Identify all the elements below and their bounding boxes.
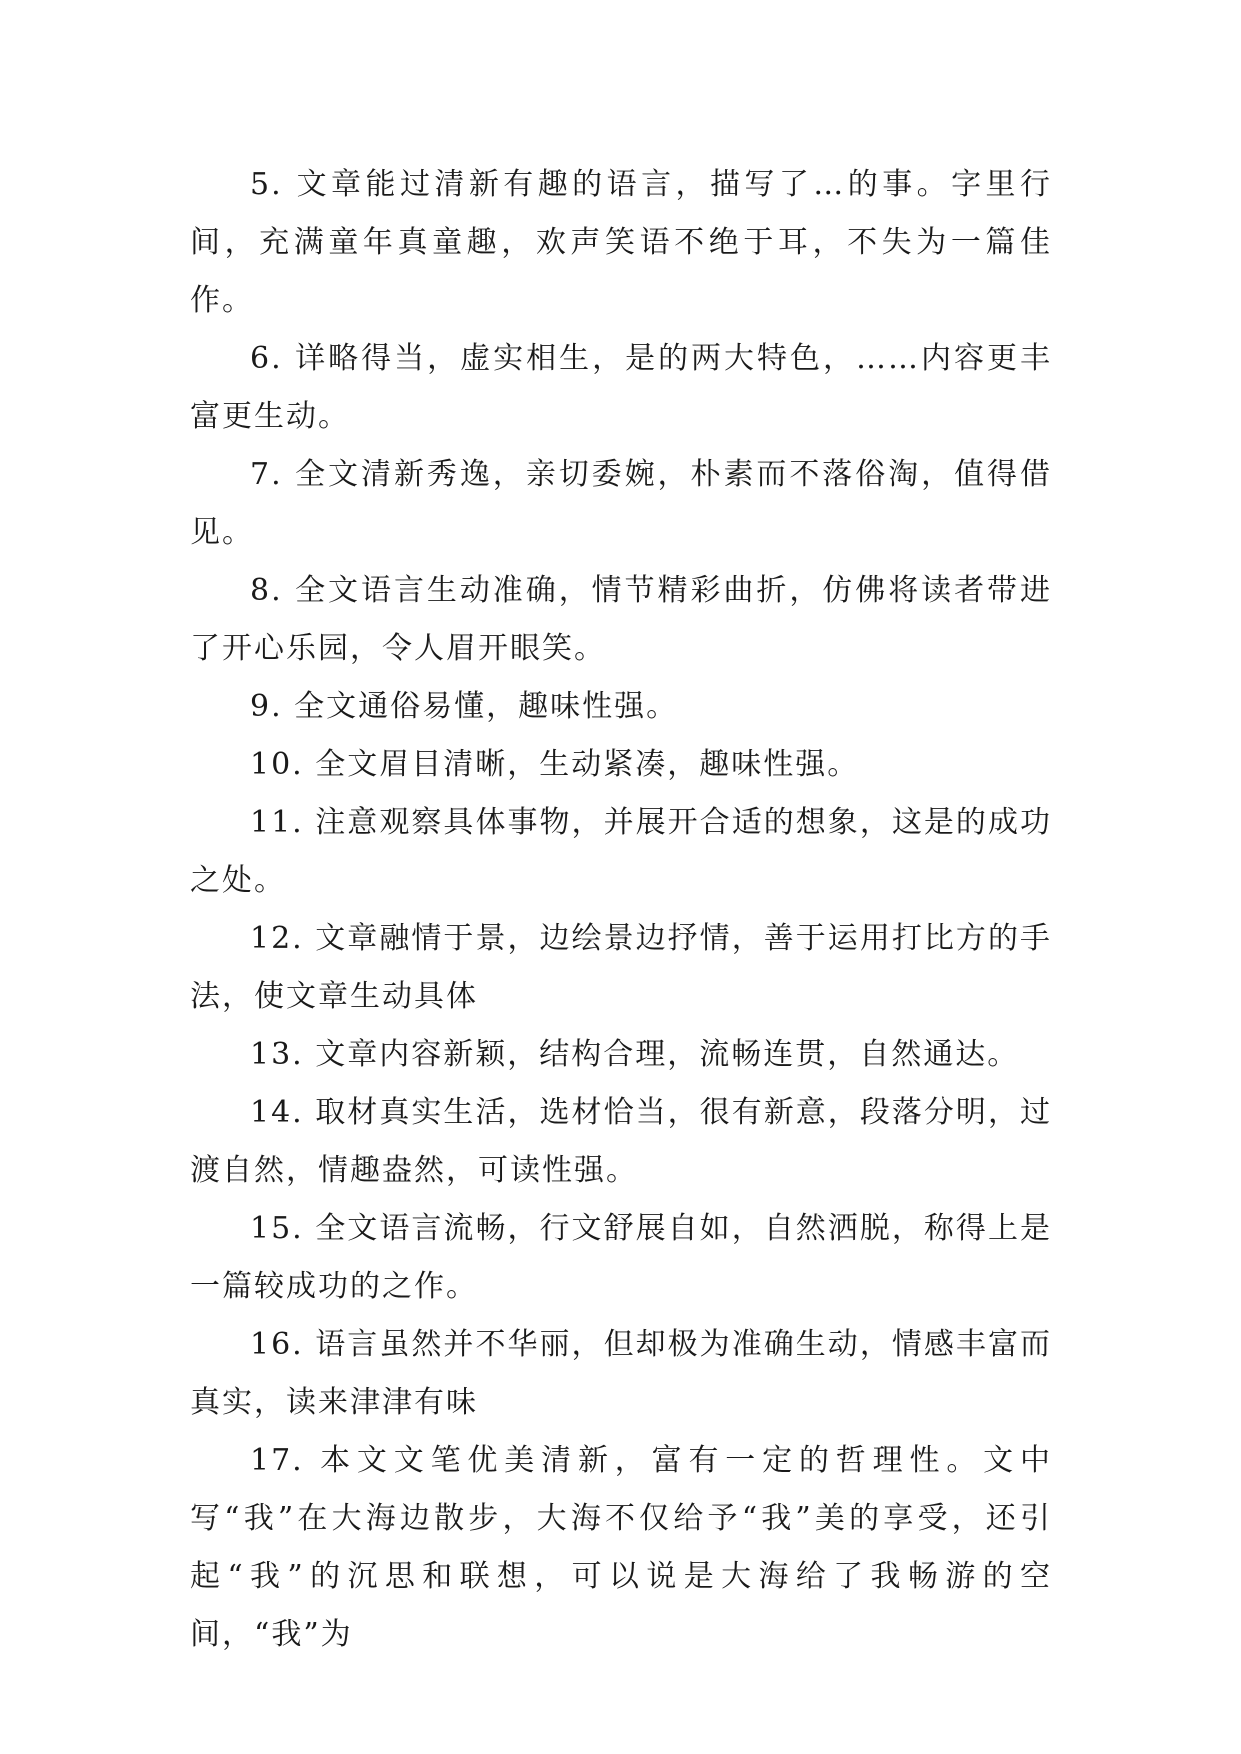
comment-paragraph-15: 15. 全文语言流畅，行文舒展自如，自然洒脱，称得上是一篇较成功的之作。: [190, 1211, 1052, 1304]
comment-paragraph-16: 16. 语言虽然并不华丽，但却极为准确生动，情感丰富而真实，读来津津有味: [190, 1327, 1052, 1420]
document-page: [190, 156, 1052, 1664]
comment-paragraph-6: 6. 详略得当，虚实相生，是的两大特色，……内容更丰富更生动。: [190, 341, 1052, 434]
comment-paragraph-7: 7. 全文清新秀逸，亲切委婉，朴素而不落俗淘，值得借见。: [190, 457, 1052, 550]
comment-paragraph-5: 5. 文章能过清新有趣的语言，描写了…的事。字里行间，充满童年真童趣，欢声笑语不绝于耳，不失为一篇佳作。: [190, 167, 1052, 318]
comment-paragraph-8: 8. 全文语言生动准确，情节精彩曲折，仿佛将读者带进了开心乐园，令人眉开眼笑。: [190, 573, 1052, 666]
comment-paragraph-9: 9. 全文通俗易懂，趣味性强。: [250, 689, 679, 724]
comment-paragraph-10: 10. 全文眉目清晰，生动紧凑，趣味性强。: [250, 747, 860, 782]
comment-paragraph-12: 12. 文章融情于景，边绘景边抒情，善于运用打比方的手法，使文章生动具体: [190, 921, 1052, 1014]
comment-paragraph-13: 13. 文章内容新颖，结构合理，流畅连贯，自然通达。: [250, 1037, 1020, 1072]
comment-paragraph-14: 14. 取材真实生活，选材恰当，很有新意，段落分明，过渡自然，情趣盎然，可读性强。: [190, 1095, 1052, 1188]
comment-paragraph-17: 17. 本文文笔优美清新，富有一定的哲理性。文中写“我”在大海边散步，大海不仅给予“我”美的享受，还引起“我”的沉思和联想，可以说是大海给了我畅游的空间，“我”为: [190, 1443, 1052, 1652]
comment-paragraph-11: 11. 注意观察具体事物，并展开合适的想象，这是的成功之处。: [190, 805, 1052, 898]
